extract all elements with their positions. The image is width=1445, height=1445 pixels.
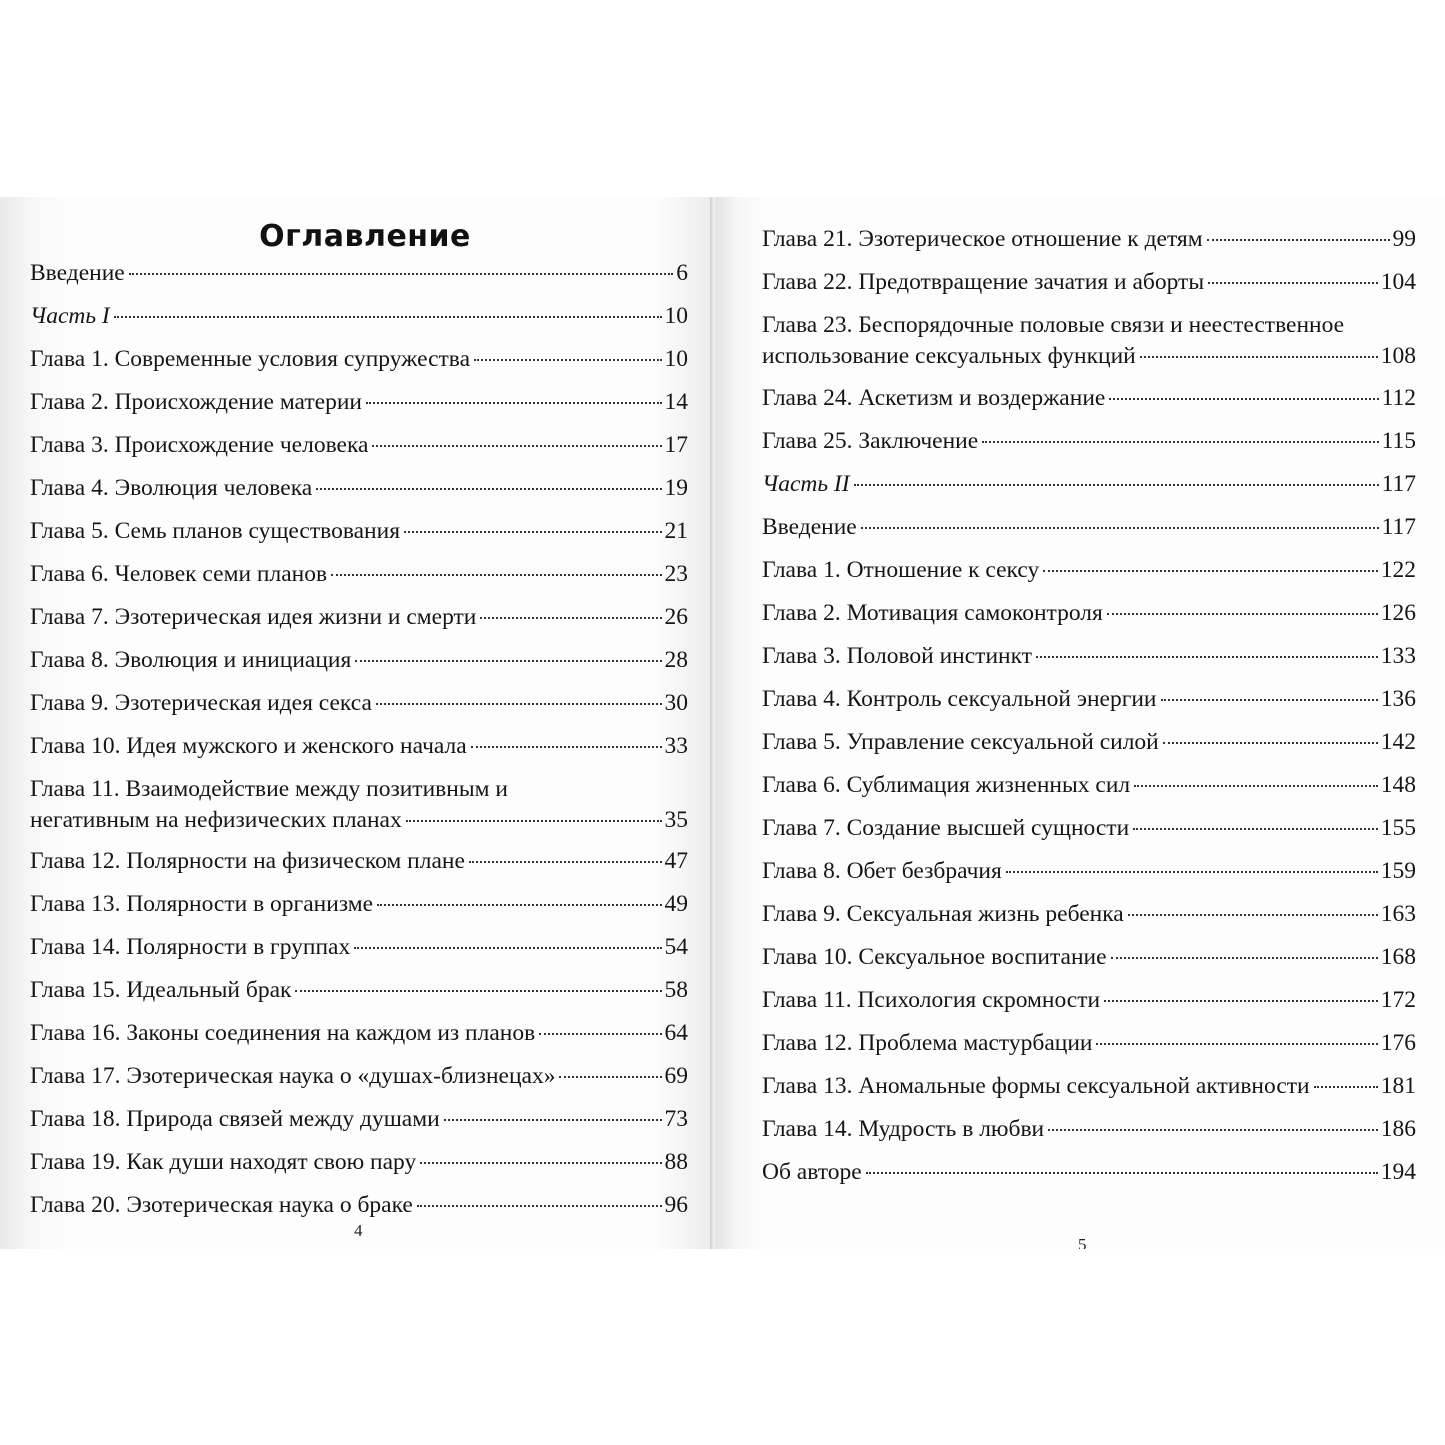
toc-entry-title: Глава 1. Отношение к сексу: [762, 557, 1040, 583]
toc-entry: [30, 1019, 688, 1047]
dot-leader: [417, 1205, 662, 1207]
dot-leader: [372, 445, 661, 447]
toc-entry-multiline: [30, 775, 688, 834]
toc-entry-title: Глава 8. Обет безбрачия: [762, 858, 1002, 884]
toc-entry-page: 155: [1380, 815, 1416, 841]
toc-entry-page: 10: [664, 303, 688, 329]
toc-entry-title: Глава 1. Современные условия супружества: [30, 346, 471, 372]
toc-entry-continuation: [30, 806, 688, 834]
dot-leader: [1163, 742, 1378, 744]
dot-leader: [331, 574, 661, 576]
toc-entry: [762, 513, 1416, 541]
toc-entry-title: Введение: [762, 514, 857, 540]
toc-entry-page: 23: [664, 561, 688, 587]
toc-entry: [30, 976, 688, 1004]
toc-entry-page: 117: [1381, 471, 1416, 497]
toc-entry-title: Часть II: [762, 471, 850, 497]
dot-leader: [444, 1119, 662, 1121]
toc-entry: [762, 470, 1416, 498]
toc-entry-page: 69: [664, 1063, 688, 1089]
toc-entry-page: 6: [676, 260, 688, 286]
toc-entry-multiline: [762, 311, 1416, 370]
toc-entry-page: 176: [1380, 1030, 1416, 1056]
dot-leader: [366, 402, 662, 404]
dot-leader: [1043, 570, 1377, 572]
toc-entry-page: 17: [664, 432, 688, 458]
dot-leader: [129, 273, 674, 275]
toc-entry-title: Введение: [30, 260, 125, 286]
toc-entry-continuation: [762, 342, 1416, 370]
toc-entry-page: 112: [1381, 385, 1416, 411]
toc-entry: [30, 431, 688, 459]
toc-entry-title: Глава 9. Эзотерическая идея секса: [30, 690, 372, 716]
toc-entry: [30, 933, 688, 961]
toc-entry-title: Глава 7. Создание высшей сущности: [762, 815, 1130, 841]
toc-entry-page: 122: [1380, 557, 1416, 583]
toc-entry-page: 73: [664, 1106, 688, 1132]
toc-entry: [762, 1029, 1416, 1057]
toc-entry-page: 148: [1380, 772, 1416, 798]
toc-entry-page: 104: [1380, 269, 1416, 295]
toc-entry-title: Глава 13. Полярности в организме: [30, 891, 374, 917]
toc-entry: [30, 1191, 688, 1219]
dot-leader: [295, 990, 661, 992]
right-page: [716, 197, 1445, 1249]
toc-entry: [762, 943, 1416, 971]
toc-entry: [762, 427, 1416, 455]
toc-entry-page: 181: [1380, 1073, 1416, 1099]
page-number-right: 5: [1078, 1235, 1087, 1249]
toc-entry: [762, 1158, 1416, 1186]
toc-entry-title: Глава 5. Управление сексуальной силой: [762, 729, 1159, 755]
toc-entry-page: 26: [664, 604, 688, 630]
toc-entry-title: Глава 12. Проблема мастурбации: [762, 1030, 1093, 1056]
dot-leader: [1133, 828, 1378, 830]
toc-right: [762, 225, 1416, 1186]
toc-entry-title: Глава 4. Контроль сексуальной энергии: [762, 686, 1157, 712]
dot-leader: [1107, 613, 1378, 615]
toc-entry: [30, 560, 688, 588]
toc-entry-title: Глава 4. Эволюция человека: [30, 475, 313, 501]
page-number-left: 4: [354, 1221, 363, 1240]
toc-entry: [30, 689, 688, 717]
toc-entry: [30, 388, 688, 416]
toc-entry: [762, 728, 1416, 756]
toc-entry-page: 30: [664, 690, 688, 716]
toc-entry-page: 142: [1380, 729, 1416, 755]
toc-entry: [762, 1072, 1416, 1100]
dot-leader: [854, 484, 1379, 486]
dot-leader: [377, 904, 661, 906]
toc-entry-page: 14: [664, 389, 688, 415]
toc-entry: [30, 1148, 688, 1176]
dot-leader: [1036, 656, 1378, 658]
dot-leader: [1111, 957, 1378, 959]
toc-entry: [762, 814, 1416, 842]
toc-entry-title: Глава 22. Предотвращение зачатия и аборты: [762, 269, 1205, 295]
toc-entry: [30, 259, 688, 287]
dot-leader: [469, 861, 662, 863]
dot-leader: [114, 316, 662, 318]
toc-entry: [762, 685, 1416, 713]
dot-leader: [866, 1172, 1378, 1174]
toc-entry-title: Глава 2. Происхождение материи: [30, 389, 362, 415]
toc-entry-title: Глава 15. Идеальный брак: [30, 977, 292, 1003]
toc-entry: [30, 732, 688, 760]
toc-entry-title: Об авторе: [762, 1159, 862, 1185]
toc-entry: [762, 268, 1416, 296]
toc-entry: [762, 857, 1416, 885]
toc-entry-title: Глава 12. Полярности на физическом плане: [30, 848, 465, 874]
dot-leader: [1006, 871, 1378, 873]
dot-leader: [1109, 398, 1378, 400]
toc-entry-page: 88: [664, 1149, 688, 1175]
dot-leader: [404, 531, 662, 533]
toc-entry-page: 115: [1381, 428, 1416, 454]
toc-entry-title: Глава 11. Психология скромности: [762, 987, 1101, 1013]
dot-leader: [1208, 282, 1378, 284]
toc-entry-title-cont: негативным на нефизических планах: [30, 807, 402, 833]
toc-entry-page: 99: [1392, 226, 1416, 252]
toc-entry-title: Глава 9. Сексуальная жизнь ребенка: [762, 901, 1124, 927]
toc-entry-title: Глава 20. Эзотерическая наука о браке: [30, 1192, 413, 1218]
toc-entry-page: 33: [664, 733, 688, 759]
toc-entry-title: Глава 6. Сублимация жизненных сил: [762, 772, 1131, 798]
dot-leader: [1207, 239, 1390, 241]
toc-entry-page: 168: [1380, 944, 1416, 970]
left-page: [0, 197, 712, 1249]
toc-entry-page: 19: [664, 475, 688, 501]
dot-leader: [1134, 785, 1378, 787]
toc-entry-title: Глава 8. Эволюция и инициация: [30, 647, 352, 673]
toc-entry-title: Глава 5. Семь планов существования: [30, 518, 400, 544]
toc-entry-title: Глава 17. Эзотерическая наука о «душах-близнецах»: [30, 1063, 556, 1089]
toc-entry: [762, 599, 1416, 627]
toc-left: [30, 255, 688, 1219]
toc-entry-page: 172: [1380, 987, 1416, 1013]
toc-entry-title: Глава 25. Заключение: [762, 428, 979, 454]
toc-entry-title: Глава 18. Природа связей между душами: [30, 1106, 440, 1132]
toc-entry: [30, 474, 688, 502]
toc-entry-page: 126: [1380, 600, 1416, 626]
book-spread: [0, 197, 1445, 1249]
toc-entry-title: Глава 23. Беспорядочные половые связи и неестественное: [762, 312, 1345, 338]
toc-entry: [762, 900, 1416, 928]
toc-entry: [30, 847, 688, 875]
toc-entry-page: 117: [1381, 514, 1416, 540]
dot-leader: [539, 1033, 661, 1035]
toc-entry: [30, 302, 688, 330]
toc-entry: [30, 646, 688, 674]
dot-leader: [471, 746, 662, 748]
toc-entry-page: 96: [664, 1192, 688, 1218]
toc-entry-page: 54: [664, 934, 688, 960]
dot-leader: [355, 660, 661, 662]
dot-leader: [406, 820, 662, 822]
dot-leader: [474, 359, 661, 361]
toc-entry-title: Глава 24. Аскетизм и воздержание: [762, 385, 1106, 411]
toc-entry: [762, 556, 1416, 584]
page-title: Оглавление: [259, 219, 471, 254]
dot-leader: [1161, 699, 1378, 701]
dot-leader: [1140, 356, 1378, 358]
toc-entry-page: 35: [664, 807, 688, 833]
toc-entry-page: 163: [1380, 901, 1416, 927]
dot-leader: [1128, 914, 1378, 916]
toc-entry: [762, 642, 1416, 670]
toc-entry-title-cont: использование сексуальных функций: [762, 343, 1136, 369]
toc-entry-title: Глава 10. Идея мужского и женского начала: [30, 733, 467, 759]
toc-entry-title: Глава 3. Половой инстинкт: [762, 643, 1032, 669]
toc-entry-page: 21: [664, 518, 688, 544]
dot-leader: [1096, 1043, 1377, 1045]
toc-entry-title: Глава 11. Взаимодействие между позитивным и: [30, 776, 508, 802]
toc-entry: [30, 345, 688, 373]
toc-entry-title: Глава 10. Сексуальное воспитание: [762, 944, 1107, 970]
toc-entry-page: 159: [1380, 858, 1416, 884]
dot-leader: [376, 703, 662, 705]
toc-entry-title: Глава 14. Мудрость в любви: [762, 1116, 1045, 1142]
toc-entry-title: Глава 2. Мотивация самоконтроля: [762, 600, 1103, 626]
toc-entry: [762, 1115, 1416, 1143]
toc-entry: [762, 225, 1416, 253]
dot-leader: [559, 1076, 661, 1078]
toc-entry: [762, 384, 1416, 412]
toc-entry: [30, 517, 688, 545]
toc-entry: [30, 1105, 688, 1133]
toc-entry-page: 108: [1380, 343, 1416, 369]
toc-entry-page: 49: [664, 891, 688, 917]
dot-leader: [1104, 1000, 1378, 1002]
toc-entry-title: Глава 19. Как души находят свою пару: [30, 1149, 417, 1175]
toc-entry-title: Часть I: [30, 303, 110, 329]
toc-entry-page: 133: [1380, 643, 1416, 669]
toc-entry: [30, 890, 688, 918]
toc-entry: [762, 986, 1416, 1014]
toc-entry-title: Глава 3. Происхождение человека: [30, 432, 369, 458]
dot-leader: [861, 527, 1379, 529]
dot-leader: [316, 488, 661, 490]
dot-leader: [1314, 1086, 1378, 1088]
toc-entry-title: Глава 7. Эзотерическая идея жизни и смерти: [30, 604, 477, 630]
dot-leader: [982, 441, 1378, 443]
toc-entry-page: 64: [664, 1020, 688, 1046]
dot-leader: [354, 947, 661, 949]
toc-entry: [30, 603, 688, 631]
toc-entry-title: Глава 21. Эзотерическое отношение к детям: [762, 226, 1203, 252]
dot-leader: [480, 617, 661, 619]
toc-entry-page: 58: [664, 977, 688, 1003]
toc-entry-page: 186: [1380, 1116, 1416, 1142]
toc-entry-title: Глава 14. Полярности в группах: [30, 934, 351, 960]
toc-entry-page: 194: [1380, 1159, 1416, 1185]
toc-entry: [762, 771, 1416, 799]
toc-entry-page: 28: [664, 647, 688, 673]
dot-leader: [420, 1162, 661, 1164]
toc-entry-title: Глава 16. Законы соединения на каждом из планов: [30, 1020, 536, 1046]
toc-entry-title: Глава 13. Аномальные формы сексуальной активности: [762, 1073, 1310, 1099]
dot-leader: [1048, 1129, 1378, 1131]
toc-entry-page: 10: [664, 346, 688, 372]
toc-entry: [30, 1062, 688, 1090]
toc-entry-page: 136: [1380, 686, 1416, 712]
toc-entry-page: 47: [664, 848, 688, 874]
toc-entry-title: Глава 6. Человек семи планов: [30, 561, 328, 587]
